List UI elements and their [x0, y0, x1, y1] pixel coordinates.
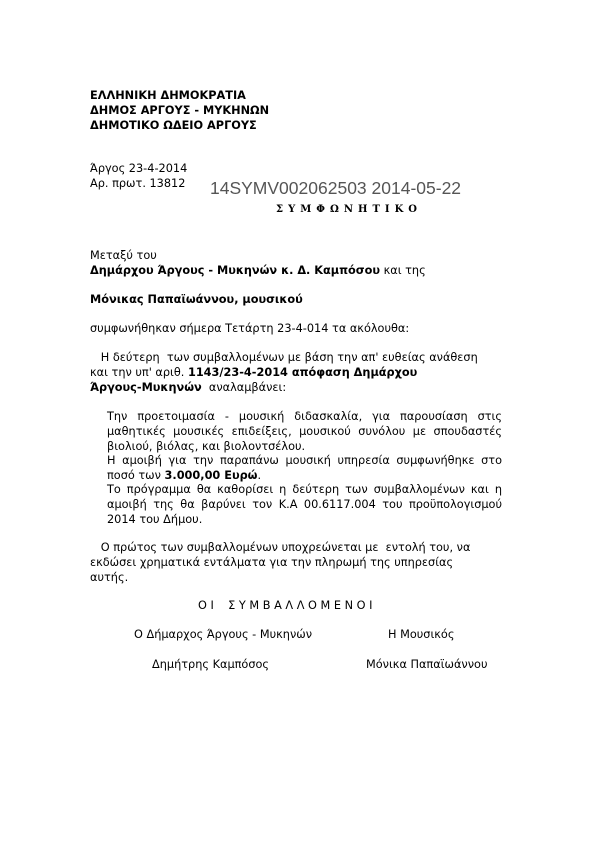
and-label: και της [380, 264, 426, 277]
para1-line3-text: αναλαμβάνει: [201, 381, 287, 394]
right-signatory-role: Η Μουσικός [388, 628, 455, 641]
header-line-1: ΕΛΛΗΝΙΚΗ ΔΗΜΟΚΡΑΤΙΑ [90, 89, 246, 102]
registry-stamp: 14SYMV002062503 2014-05-22 [210, 178, 462, 198]
left-signatory-name: Δημήτρης Καμπόσος [152, 658, 270, 671]
body-text-1: Την προετοιμασία - μουσική διδασκαλία, για παρουσίαση στις μαθητικές μουσικές επιδείξεις, μουσικού συνόλου με σπουδαστές βιολιού, βιόλας, και βιολοντσέλου. [107, 410, 502, 453]
musician-name: Μόνικας Παπαϊωάννου, μουσικού [90, 293, 303, 306]
header-line-3: ΔΗΜΟΤΙΚΟ ΩΔΕΙΟ ΑΡΓΟΥΣ [90, 119, 257, 132]
para2-line3: αυτής. [90, 571, 129, 584]
between-label: Μεταξύ του [90, 249, 157, 262]
body-text-2 [107, 453, 502, 483]
right-signatory-name: Μόνικα Παπαϊωάννου [366, 658, 488, 671]
decision-reference: 1143/23-4-2014 απόφαση Δημάρχου [187, 366, 418, 379]
para1-line3 [90, 380, 286, 395]
signatures-heading: Ο Ι Σ Υ Μ Β Α Λ Λ Ο Μ Ε Ν Ο Ι [198, 599, 373, 612]
para2-line1: Ο πρώτος των συμβαλλομένων υποχρεώνεται με εντολή του, να [90, 541, 471, 554]
header-line-2: ΔΗΜΟΣ ΑΡΓΟΥΣ - ΜΥΚΗΝΩΝ [90, 104, 270, 117]
document-title: ΣΥΜΦΩΝΗΤΙΚΟ [276, 204, 423, 215]
para1-line2 [90, 365, 417, 380]
agreed-line: συμφωνήθηκαν σήμερα Τετάρτη 23-4-014 τα ακόλουθα: [90, 322, 410, 335]
para1-line1: Η δεύτερη των συμβαλλομένων με βάση την απ' ευθείας ανάθεση [90, 351, 478, 364]
para2-line2: εκδώσει χρηματικά εντάλματα για την πληρωμή της υπηρεσίας [90, 556, 454, 569]
fee-amount: 3.000,00 Ευρώ [164, 469, 258, 482]
mayor-name: Δημάρχου Άργους - Μυκηνών κ. Δ. Καμπόσου [90, 264, 380, 277]
fee-text: Η αμοιβή για την παραπάνω μουσική υπηρεσία συμφωνήθηκε στο ποσό των [107, 454, 502, 482]
municipality-name: Άργους-Μυκηνών [90, 381, 202, 394]
place-date: Άργος 23-4-2014 [90, 162, 188, 175]
para1-line2-text: και την υπ' αριθ. [90, 366, 188, 379]
body-text-3: Το πρόγραμμα θα καθορίσει η δεύτερη των συμβαλλομένων και η αμοιβή της θα βαρύνει τον Κ.Α 00.6117.004 του προϋπολογισμού 2014 του Δήμου. [107, 483, 502, 526]
mayor-line [90, 263, 426, 278]
left-signatory-role: Ο Δήμαρχος Άργους - Μυκηνών [134, 628, 313, 641]
protocol-number: Αρ. πρωτ. 13812 [90, 177, 186, 190]
fee-end: . [257, 469, 262, 482]
